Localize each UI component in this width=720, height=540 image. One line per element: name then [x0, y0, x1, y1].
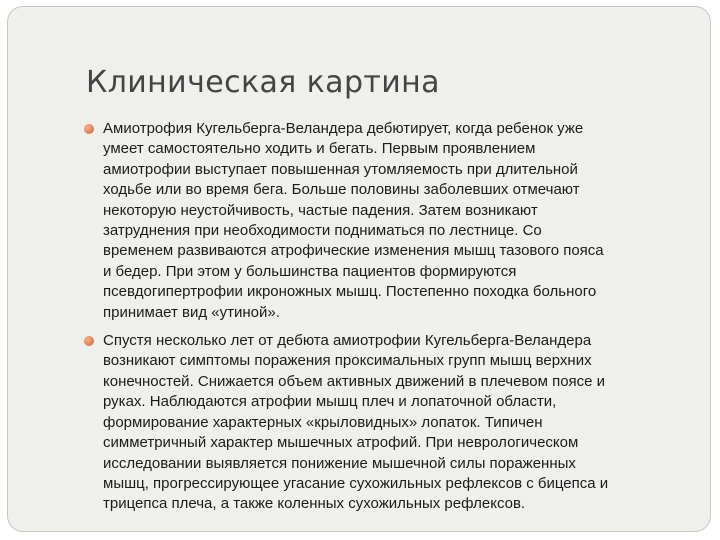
text-line: некоторую неустойчивость, частые падения. Затем возникают	[103, 201, 538, 219]
text-line: принимает вид «утиной».	[103, 303, 280, 321]
text-line: формирование характерных «крыловидных» лопаток. Типичен	[103, 413, 543, 431]
text-line: ходьбе или во время бега. Больше половины заболевших отмечают	[103, 181, 580, 199]
text-line: Амиотрофия Кугельберга-Веландера дебютирует, когда ребенок уже	[103, 120, 584, 137]
bullet-list	[84, 119, 689, 515]
text-line: умеет самостоятельно ходить и бегать. Первым проявлением	[103, 140, 536, 158]
text-line: и бедер. При этом у большинства пациентов формируются	[103, 262, 517, 280]
text-line: симметричный характер мышечных атрофий. При неврологическом	[103, 434, 579, 452]
bullet-dot-icon	[84, 336, 94, 346]
slide	[7, 6, 711, 532]
text-line: псевдогипертрофии икроножных мышц. Постепенно походка больного	[103, 283, 597, 301]
text-line: Спустя несколько лет от дебюта амиотрофии Кугельберга-Веландера	[103, 332, 592, 350]
bullet-dot-icon	[84, 124, 94, 134]
bullet-item	[84, 331, 689, 515]
bullet-item	[84, 119, 689, 323]
text-line: трицепса плеча, а также коленных сухожильных рефлексов.	[103, 495, 526, 513]
text-line: амиотрофии выступает повышенная утомляемость при длительной	[103, 160, 578, 178]
text-line: исследовании выявляется понижение мышечной силы пораженных	[103, 454, 576, 472]
slide-title: Клиническая картина	[86, 65, 440, 100]
text-line: возникают симптомы поражения проксимальных групп мышц верхних	[103, 352, 592, 370]
text-line: мышц, прогрессирующее угасание сухожильных рефлексов с бицепса и	[103, 474, 609, 492]
text-line: руках. Наблюдаются атрофии мышц плеч и лопаточной области,	[103, 393, 557, 411]
text-line: временем развиваются атрофические изменения мышц тазового пояса	[103, 242, 604, 260]
text-line: затруднения при необходимости подниматься по лестнице. Со	[103, 222, 542, 240]
text-line: конечностей. Снижается объем активных движений в плечевом поясе и	[103, 372, 606, 390]
